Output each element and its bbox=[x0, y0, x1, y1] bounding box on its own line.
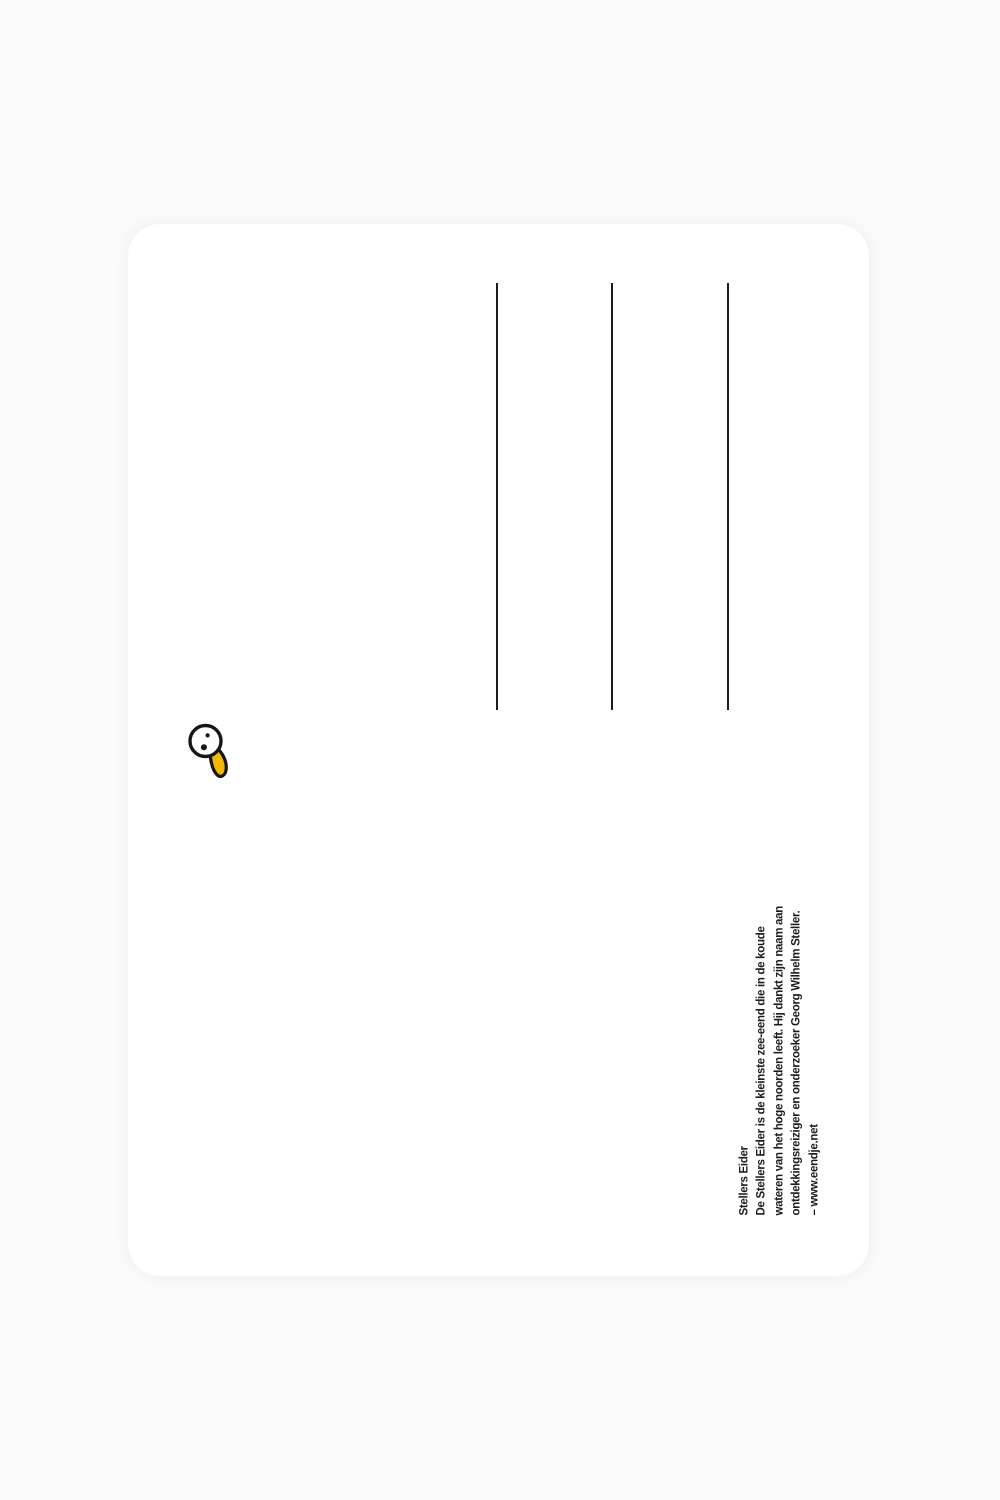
caption-website: – www.eendje.net bbox=[808, 1124, 821, 1216]
caption-body-line-1: De Stellers Eider is de kleinste zee-eend die in de koude bbox=[755, 926, 768, 1216]
address-line-3 bbox=[727, 283, 729, 710]
duck-eye-lower-icon bbox=[201, 744, 207, 750]
address-line-2 bbox=[611, 283, 613, 710]
duck-head-icon bbox=[190, 726, 221, 757]
caption-title: Stellers Eider bbox=[738, 1146, 751, 1216]
duck-icon bbox=[182, 717, 232, 785]
postcard-back bbox=[128, 224, 869, 1276]
caption-body-line-2: wateren van het hoge noorden leeft. Hij dankt zijn naam aan bbox=[773, 906, 786, 1216]
caption-body-line-3: ontdekkingsreiziger en onderzoeker Georg Wilhelm Steller. bbox=[790, 910, 803, 1216]
address-line-1 bbox=[496, 283, 498, 710]
caption-block bbox=[737, 886, 824, 1216]
duck-eye-upper-icon bbox=[206, 733, 210, 737]
